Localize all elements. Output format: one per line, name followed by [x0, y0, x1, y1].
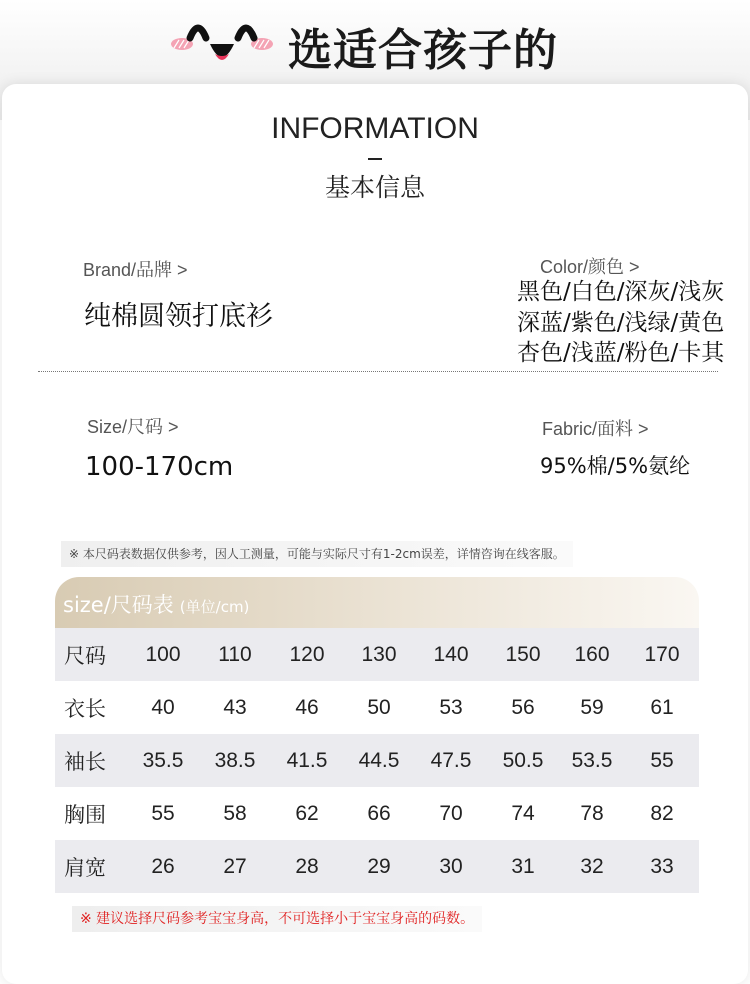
- table-cell: 50.5: [502, 748, 544, 772]
- size-advice: ※ 建议选择尺码参考宝宝身高，不可选择小于宝宝身高的码数。: [72, 906, 482, 932]
- size-table-unit: (单位/cm): [179, 598, 250, 616]
- table-cell: 43: [223, 695, 247, 719]
- table-cell: 140: [433, 642, 469, 666]
- table-cell: 110: [218, 642, 252, 666]
- info-title-cn: 基本信息: [324, 173, 425, 202]
- divider: [38, 371, 718, 372]
- table-cell: 30: [439, 854, 463, 878]
- table-cell: 31: [511, 854, 535, 878]
- table-row: [55, 628, 699, 681]
- brand-label: Brand/品牌 >: [83, 260, 188, 280]
- table-cell: 44.5: [358, 748, 400, 772]
- table-cell: 61: [650, 695, 674, 719]
- table-cell: 47.5: [430, 748, 472, 772]
- fabric-value: 95%棉/5%氨纶: [540, 454, 691, 478]
- row-header: 尺码: [64, 644, 106, 668]
- color-line: 深蓝/紫色/浅绿/黄色: [517, 309, 725, 336]
- table-cell: 66: [367, 801, 391, 825]
- row-header: 袖长: [64, 750, 106, 774]
- color-line: 黑色/白色/深灰/浅灰: [517, 279, 725, 305]
- table-cell: 41.5: [286, 748, 328, 772]
- table-cell: 29: [367, 854, 391, 878]
- table-cell: 27: [223, 854, 247, 878]
- table-row: [55, 734, 699, 787]
- table-cell: 28: [295, 854, 319, 878]
- header: [0, 0, 750, 80]
- table-cell: 78: [580, 801, 604, 825]
- size-table: [55, 628, 699, 893]
- table-cell: 82: [650, 801, 674, 825]
- size-table-header: [55, 577, 699, 628]
- table-cell: 53: [439, 695, 463, 719]
- brand-value: 纯棉圆领打底衫: [84, 301, 273, 332]
- table-cell: 58: [223, 801, 247, 825]
- table-cell: 130: [361, 642, 397, 666]
- size-table-title-text: size/尺码表: [63, 593, 174, 617]
- row-header: 衣长: [64, 697, 106, 721]
- size-value: 100-170cm: [85, 452, 234, 482]
- fabric-label: Fabric/面料 >: [542, 419, 649, 439]
- smiley-face-icon: [160, 8, 285, 70]
- table-row: [55, 681, 699, 734]
- table-cell: 74: [511, 801, 535, 825]
- table-cell: 26: [151, 854, 175, 878]
- table-cell: 100: [145, 642, 181, 666]
- table-row: [55, 840, 699, 893]
- size-table-title: [63, 589, 249, 619]
- table-cell: 62: [295, 801, 319, 825]
- table-cell: 160: [574, 642, 610, 666]
- table-cell: 50: [367, 695, 391, 719]
- table-cell: 53.5: [571, 748, 613, 772]
- color-value: [517, 277, 745, 369]
- table-cell: 120: [289, 642, 325, 666]
- table-row: [55, 787, 699, 840]
- measurement-note: ※ 本尺码表数据仅供参考，因人工测量，可能与实际尺寸有1-2cm误差，详情咨询在线客服。: [61, 541, 573, 567]
- table-cell: 55: [650, 748, 674, 772]
- table-cell: 35.5: [142, 748, 184, 772]
- table-cell: 38.5: [214, 748, 256, 772]
- color-label: Color/颜色 >: [540, 257, 640, 277]
- table-cell: 56: [511, 695, 535, 719]
- size-label: Size/尺码 >: [87, 417, 179, 437]
- row-header: 胸围: [64, 803, 106, 827]
- row-header: 肩宽: [64, 856, 106, 880]
- table-cell: 46: [295, 695, 319, 719]
- table-cell: 40: [151, 695, 175, 719]
- info-title-en: INFORMATION: [271, 112, 479, 145]
- table-cell: 55: [151, 801, 175, 825]
- color-line: 杏色/浅蓝/粉色/卡其: [517, 340, 725, 366]
- table-cell: 33: [650, 854, 674, 878]
- title-dash: [368, 158, 382, 160]
- table-cell: 59: [580, 695, 604, 719]
- table-cell: 170: [644, 642, 680, 666]
- table-cell: 150: [505, 642, 541, 666]
- table-cell: 70: [439, 801, 463, 825]
- table-cell: 32: [580, 854, 604, 878]
- header-title: 选适合孩子的: [288, 25, 558, 76]
